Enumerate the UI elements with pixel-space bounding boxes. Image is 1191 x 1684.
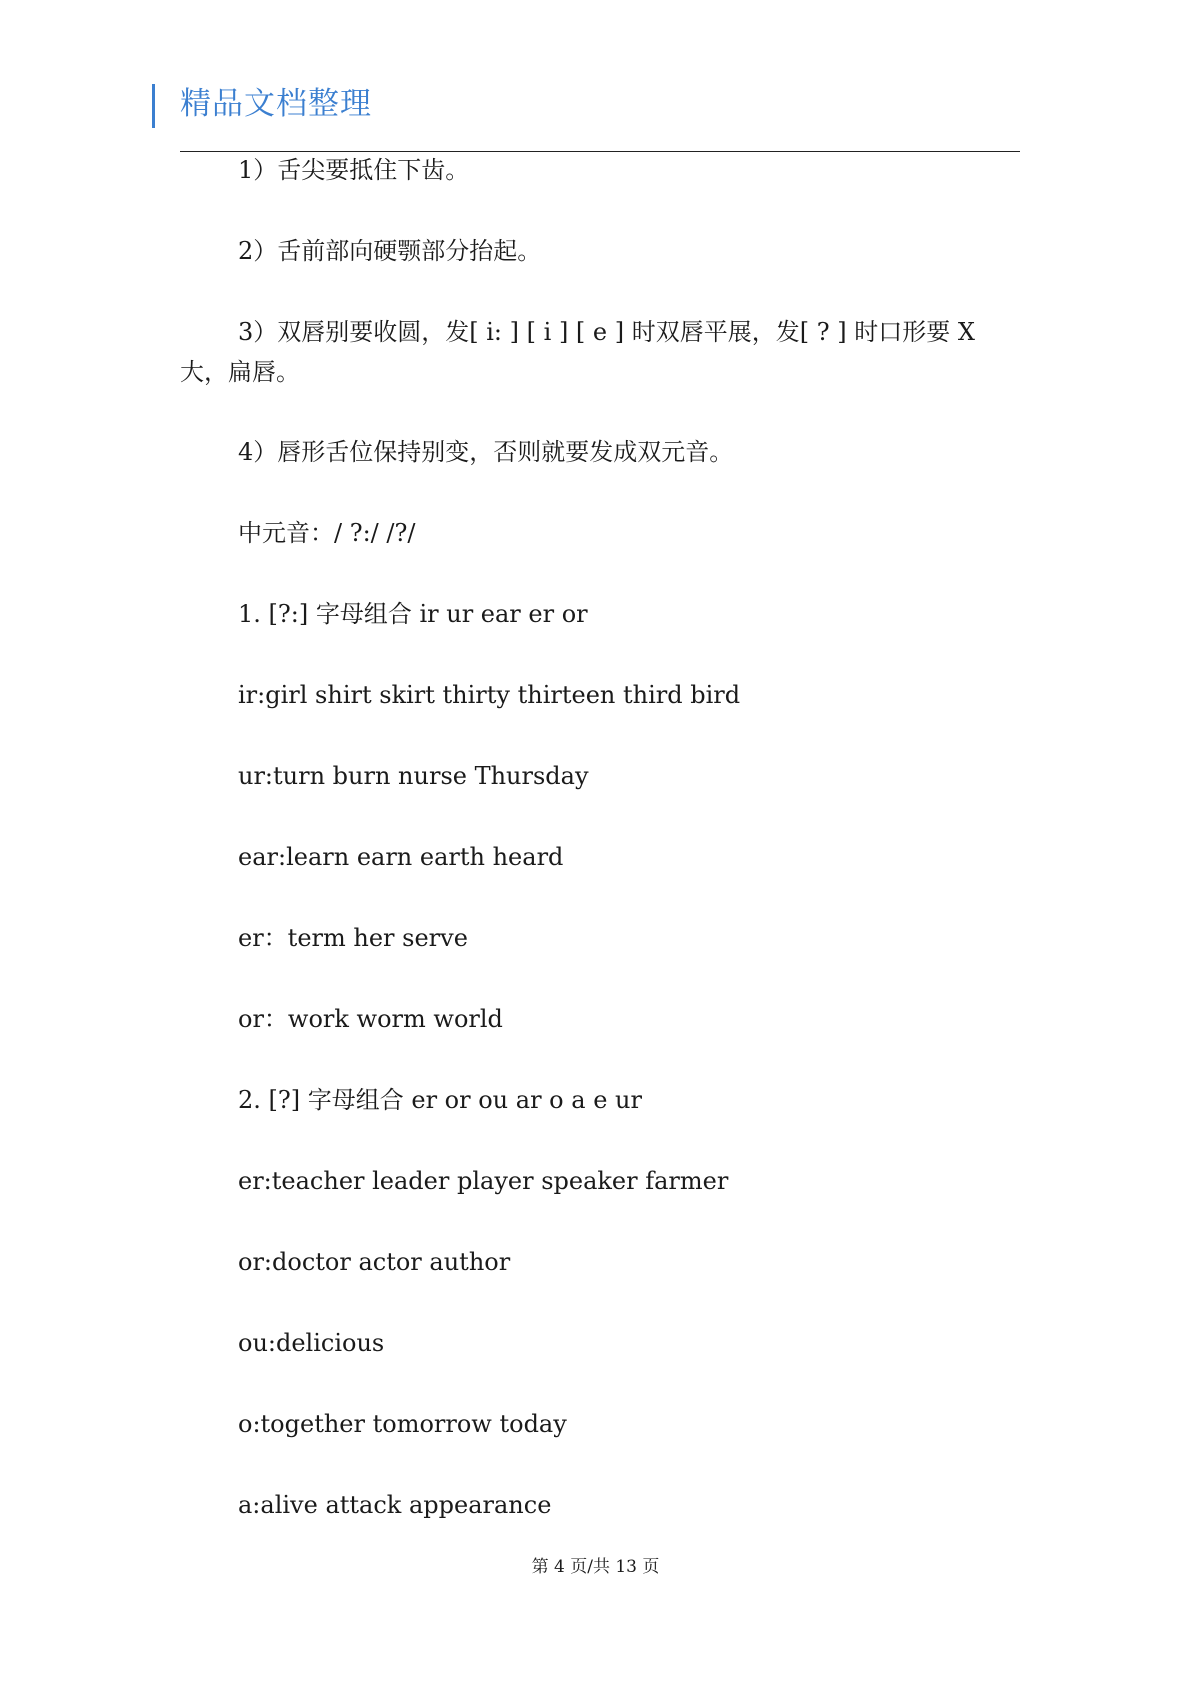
paragraph-15: ou:delicious xyxy=(238,1329,385,1357)
paragraph-14: or:doctor actor author xyxy=(238,1248,511,1276)
paragraph-10: er：term her serve xyxy=(238,924,468,952)
paragraph-4: 4）唇形舌位保持别变，否则就要发成双元音。 xyxy=(238,438,734,466)
paragraph-8: ur:turn burn nurse Thursday xyxy=(238,762,589,790)
paragraph-6: 1. [?:] 字母组合 ir ur ear er or xyxy=(238,600,588,628)
paragraph-1: 1）舌尖要抵住下齿。 xyxy=(238,156,470,184)
paragraph-16: o:together tomorrow today xyxy=(238,1410,567,1438)
paragraph-11: or：work worm world xyxy=(238,1005,503,1033)
paragraph-17: a:alive attack appearance xyxy=(238,1491,552,1519)
paragraph-7: ir:girl shirt skirt thirty thirteen third bird xyxy=(238,681,741,709)
header-title: 精品文档整理 xyxy=(180,86,372,122)
paragraph-12: 2. [?] 字母组合 er or ou ar o a e ur xyxy=(238,1086,642,1114)
header-accent-bar xyxy=(152,84,155,128)
paragraph-13: er:teacher leader player speaker farmer xyxy=(238,1167,729,1195)
paragraph-2: 2）舌前部向硬颚部分抬起。 xyxy=(238,237,542,265)
document-body xyxy=(180,150,1020,1525)
page-number: 第 4 页/共 13 页 xyxy=(531,1557,660,1577)
paragraph-9: ear:learn earn earth heard xyxy=(238,843,564,871)
paragraph-5: 中元音：/ ?:/ /?/ xyxy=(238,519,416,547)
paragraph-3: 3）双唇别要收圆，发[ i: ] [ i ] [ e ] 时双唇平展，发[ ? ] 时口形要 X 大，扁唇。 xyxy=(180,318,975,386)
